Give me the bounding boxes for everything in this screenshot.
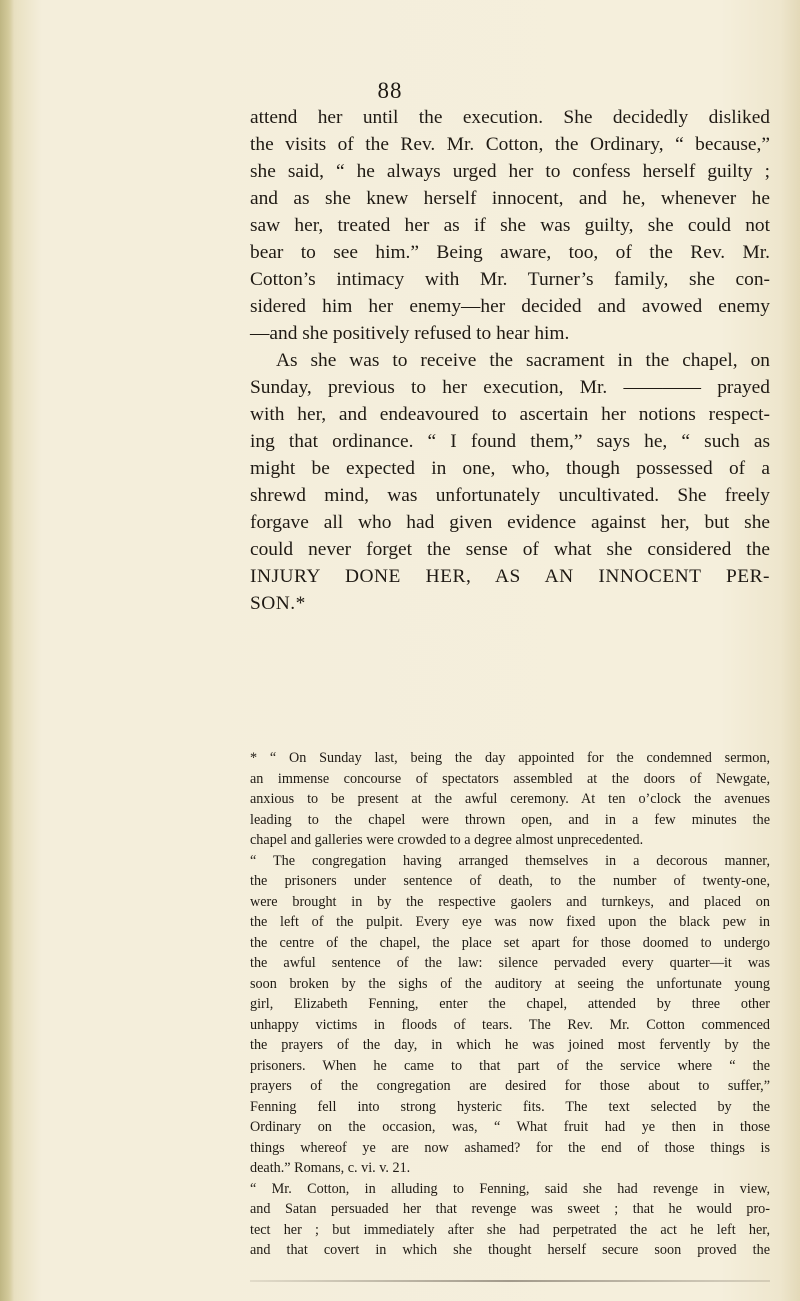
footnote-line: Fenning fell into strong hysteric fits. The text selected by the xyxy=(250,1098,770,1115)
footnote-line: leading to the chapel were thrown open, and in a few minutes the xyxy=(250,811,770,828)
body-line: SON.* xyxy=(250,593,306,614)
page-bottom-edge xyxy=(250,1280,770,1282)
body-line: could never forget the sense of what she considered the xyxy=(250,539,770,560)
footnote-line: chapel and galleries were crowded to a degree almost unprecedented. xyxy=(250,832,644,848)
footnote-line: Ordinary on the occasion, was, “ What fruit had ye then in those xyxy=(250,1119,770,1135)
footnote-line: the centre of the chapel, the place set apart for those doomed to undergo xyxy=(250,934,770,951)
body-line: saw her, treated her as if she was guilty, she could not xyxy=(250,215,770,236)
paragraph-2 xyxy=(250,347,770,617)
footnote-line: soon broken by the sighs of the auditory at seeing the unfortunate young xyxy=(250,975,770,992)
footnote-line: “ Mr. Cotton, in alluding to Fenning, said she had revenge in view, xyxy=(250,1180,770,1197)
page-gutter xyxy=(0,0,14,1301)
body-line: the visits of the Rev. Mr. Cotton, the Ordinary, “ because,” xyxy=(250,134,770,155)
page-number: 88 xyxy=(377,78,403,103)
footnote-line: * “ On Sunday last, being the day appointed for the condemned sermon, xyxy=(250,750,770,766)
footnote-line: death.” Romans, c. vi. v. 21. xyxy=(250,1160,411,1176)
footnote-line: the awful sentence of the law: silence pervaded every quarter—it was xyxy=(250,955,770,971)
body-line: sidered him her enemy—her decided and avowed enemy xyxy=(250,296,770,317)
body-line: might be expected in one, who, though possessed of a xyxy=(250,458,770,479)
body-line: forgave all who had given evidence against her, but she xyxy=(250,512,770,533)
body-text xyxy=(250,104,770,617)
body-line: Cotton’s intimacy with Mr. Turner’s family, she con- xyxy=(250,269,770,290)
body-line: As she was to receive the sacrament in the chapel, on xyxy=(276,350,770,371)
footnote-line: and that covert in which she thought herself secure soon proved the xyxy=(250,1242,770,1258)
footnote-line: the prisoners under sentence of death, to the number of twenty-one, xyxy=(250,873,770,889)
body-line: ing that ordinance. “ I found them,” says he, “ such as xyxy=(250,431,770,452)
footnote-line: girl, Elizabeth Fenning, enter the chapel, attended by three other xyxy=(250,996,770,1012)
footnote-line: unhappy victims in floods of tears. The Rev. Mr. Cotton commenced xyxy=(250,1016,770,1033)
body-line: bear to see him.” Being aware, too, of the Rev. Mr. xyxy=(250,242,770,263)
footnote-line: anxious to be present at the awful ceremony. At ten o’clock the avenues xyxy=(250,791,770,807)
body-line: shrewd mind, was unfortunately uncultivated. She freely xyxy=(250,485,770,506)
footnote-line: the prayers of the day, in which he was joined most fervently by the xyxy=(250,1037,770,1053)
footnote-line: tect her ; but immediately after she had perpetrated the act he left her, xyxy=(250,1221,770,1238)
body-line: and as she knew herself innocent, and he, whenever he xyxy=(250,188,770,209)
footnote xyxy=(250,748,770,1261)
body-line: Sunday, previous to her execution, Mr. ———— prayed xyxy=(250,377,770,398)
footnote-line: were brought in by the respective gaolers and turnkeys, and placed on xyxy=(250,893,770,910)
footnote-line: “ The congregation having arranged themselves in a decorous manner, xyxy=(250,852,770,869)
footnote-line: the left of the pulpit. Every eye was now fixed upon the black pew in xyxy=(250,914,770,930)
footnote-line: prayers of the congregation are desired for those about to suffer,” xyxy=(250,1078,770,1094)
footnote-line: things whereof ye are now ashamed? for the end of those things is xyxy=(250,1139,770,1156)
body-line: with her, and endeavoured to ascertain her notions respect- xyxy=(250,404,770,425)
body-line: attend her until the execution. She decidedly disliked xyxy=(250,107,770,128)
footnote-line: prisoners. When he came to that part of the service where “ the xyxy=(250,1057,770,1074)
paragraph-1 xyxy=(250,104,770,347)
footnote-line: and Satan persuaded her that revenge was sweet ; that he would pro- xyxy=(250,1201,770,1217)
footnote-line: an immense concourse of spectators assembled at the doors of Newgate, xyxy=(250,770,770,787)
body-line: INJURY DONE HER, AS AN INNOCENT PER- xyxy=(250,566,770,587)
body-line: she said, “ he always urged her to confess herself guilty ; xyxy=(250,161,770,182)
body-line: —and she positively refused to hear him. xyxy=(250,323,570,344)
